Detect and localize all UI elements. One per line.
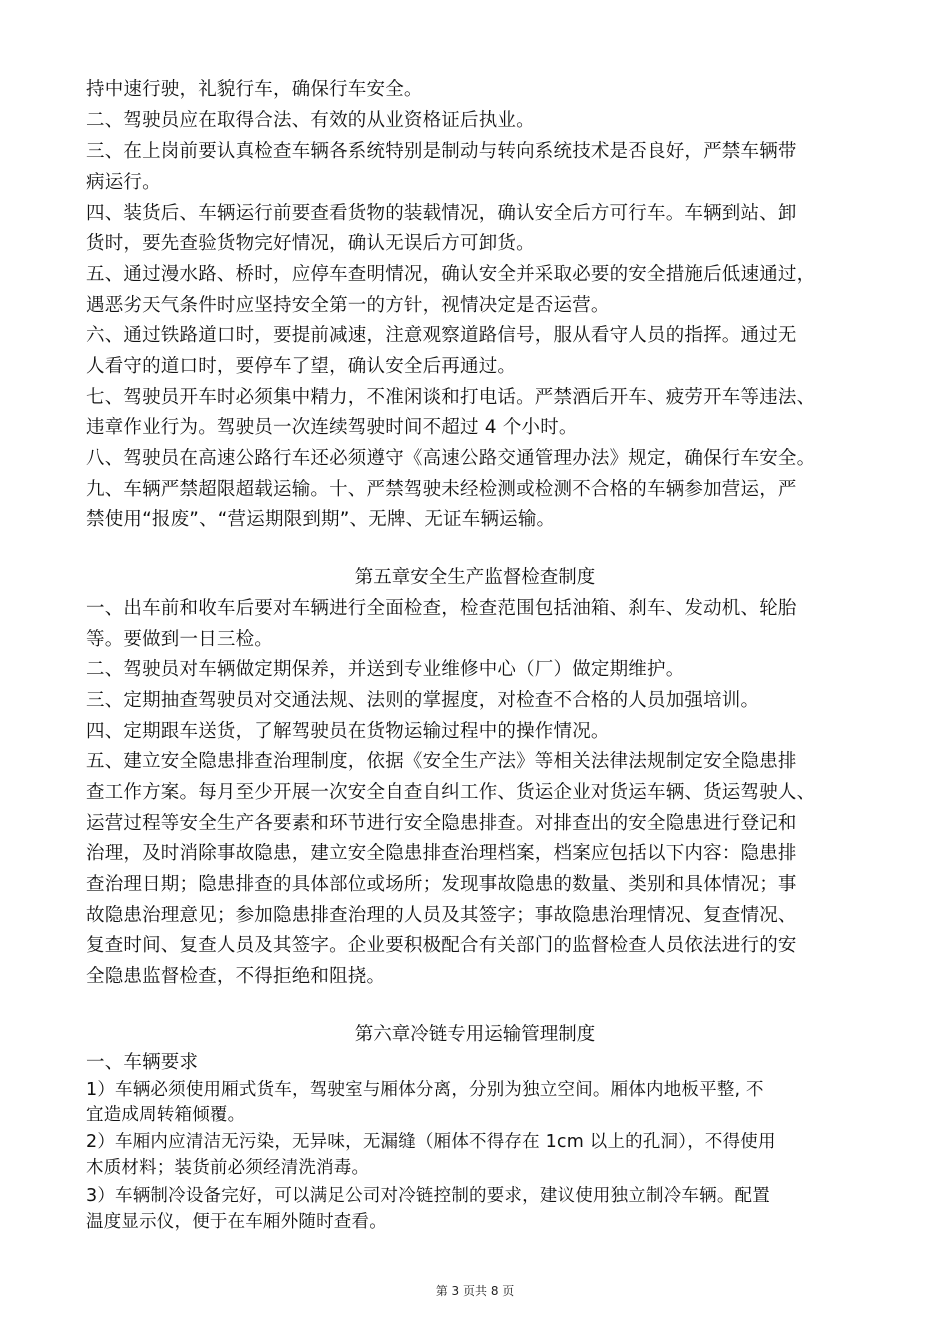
paragraph-line: 故隐患治理意见；参加隐患排查治理的人员及其签字；事故隐患治理情况、复查情况、 bbox=[86, 905, 797, 926]
paragraph-line: 七、驾驶员开车时必须集中精力，不准闲谈和打电话。严禁酒后开车、疲劳开车等违法、 bbox=[86, 387, 816, 408]
chapter-five-title: 第五章安全生产监督检查制度 bbox=[354, 567, 596, 588]
paragraph-line: 二、驾驶员对车辆做定期保养，并送到专业维修中心（厂）做定期维护。 bbox=[86, 659, 685, 680]
paragraph-line: 五、通过漫水路、桥时，应停车查明情况，确认安全并采取必要的安全措施后低速通过， bbox=[86, 264, 816, 285]
paragraph-line: 一、出车前和收车后要对车辆进行全面检查，检查范围包括油箱、刹车、发动机、轮胎 bbox=[86, 598, 797, 619]
paragraph-line: 温度显示仪，便于在车厢外随时查看。 bbox=[86, 1212, 387, 1232]
paragraph-line: 人看守的道口时，要停车了望，确认安全后再通过。 bbox=[86, 356, 517, 377]
paragraph-line: 3）车辆制冷设备完好，可以满足公司对冷链控制的要求，建议使用独立制冷车辆。配置 bbox=[86, 1186, 770, 1206]
chapter-six-title: 第六章冷链专用运输管理制度 bbox=[354, 1024, 596, 1045]
paragraph-line: 三、定期抽查驾驶员对交通法规、法则的掌握度，对检查不合格的人员加强培训。 bbox=[86, 690, 760, 711]
paragraph-line: 货时，要先查验货物完好情况，确认无误后方可卸货。 bbox=[86, 233, 535, 254]
paragraph-line: 2）车厢内应清洁无污染，无异味，无漏缝（厢体不得存在 1cm 以上的孔洞），不得使用 bbox=[86, 1132, 776, 1152]
paragraph-line: 全隐患监督检查，不得拒绝和阻挠。 bbox=[86, 966, 386, 987]
paragraph-line: 治理，及时消除事故隐患，建立安全隐患排查治理档案，档案应包括以下内容：隐患排 bbox=[86, 843, 797, 864]
paragraph-line: 复查时间、复查人员及其签字。企业要积极配合有关部门的监督检查人员依法进行的安 bbox=[86, 935, 797, 956]
paragraph-line: 遇恶劣天气条件时应坚持安全第一的方针，视情决定是否运营。 bbox=[86, 295, 610, 316]
paragraph-line: 木质材料；装货前必须经清洗消毒。 bbox=[86, 1158, 370, 1178]
paragraph-line: 二、驾驶员应在取得合法、有效的从业资格证后执业。 bbox=[86, 110, 535, 131]
paragraph-line: 查工作方案。每月至少开展一次安全自查自纠工作、货运企业对货运车辆、货运驾驶人、 bbox=[86, 782, 816, 803]
paragraph-line: 八、驾驶员在高速公路行车还必须遵守《高速公路交通管理办法》规定，确保行车安全。 bbox=[86, 448, 816, 469]
paragraph-line: 违章作业行为。驾驶员一次连续驾驶时间不超过 4 个小时。 bbox=[86, 417, 578, 438]
paragraph-line: 五、建立安全隐患排查治理制度，依据《安全生产法》等相关法律法规制定安全隐患排 bbox=[86, 751, 797, 772]
paragraph-line: 1）车辆必须使用厢式货车，驾驶室与厢体分离，分别为独立空间。厢体内地板平整, 不 bbox=[86, 1080, 764, 1100]
paragraph-line: 宜造成周转箱倾覆。 bbox=[86, 1105, 246, 1125]
paragraph-line: 六、通过铁路道口时，要提前减速，注意观察道路信号，服从看守人员的指挥。通过无 bbox=[86, 325, 797, 346]
paragraph-line: 三、在上岗前要认真检查车辆各系统特别是制动与转向系统技术是否良好，严禁车辆带 bbox=[86, 141, 797, 162]
paragraph-line: 四、定期跟车送货，了解驾驶员在货物运输过程中的操作情况。 bbox=[86, 721, 610, 742]
paragraph-line: 病运行。 bbox=[86, 172, 161, 193]
paragraph-line: 九、车辆严禁超限超载运输。十、严禁驾驶未经检测或检测不合格的车辆参加营运，严 bbox=[86, 479, 797, 500]
paragraph-line: 一、车辆要求 bbox=[86, 1052, 199, 1073]
paragraph-line: 查治理日期；隐患排查的具体部位或场所；发现事故隐患的数量、类别和具体情况；事 bbox=[86, 874, 797, 895]
paragraph-line: 持中速行驶，礼貌行车，确保行车安全。 bbox=[86, 79, 423, 100]
paragraph-line: 禁使用“报废”、“营运期限到期”、无牌、无证车辆运输。 bbox=[86, 509, 556, 530]
paragraph-line: 运营过程等安全生产各要素和环节进行安全隐患排查。对排查出的安全隐患进行登记和 bbox=[86, 813, 797, 834]
page-number: 第 3 页共 8 页 bbox=[435, 1284, 515, 1298]
paragraph-line: 等。要做到一日三检。 bbox=[86, 629, 274, 650]
paragraph-line: 四、装货后、车辆运行前要查看货物的装载情况，确认安全后方可行车。车辆到站、卸 bbox=[86, 203, 797, 224]
